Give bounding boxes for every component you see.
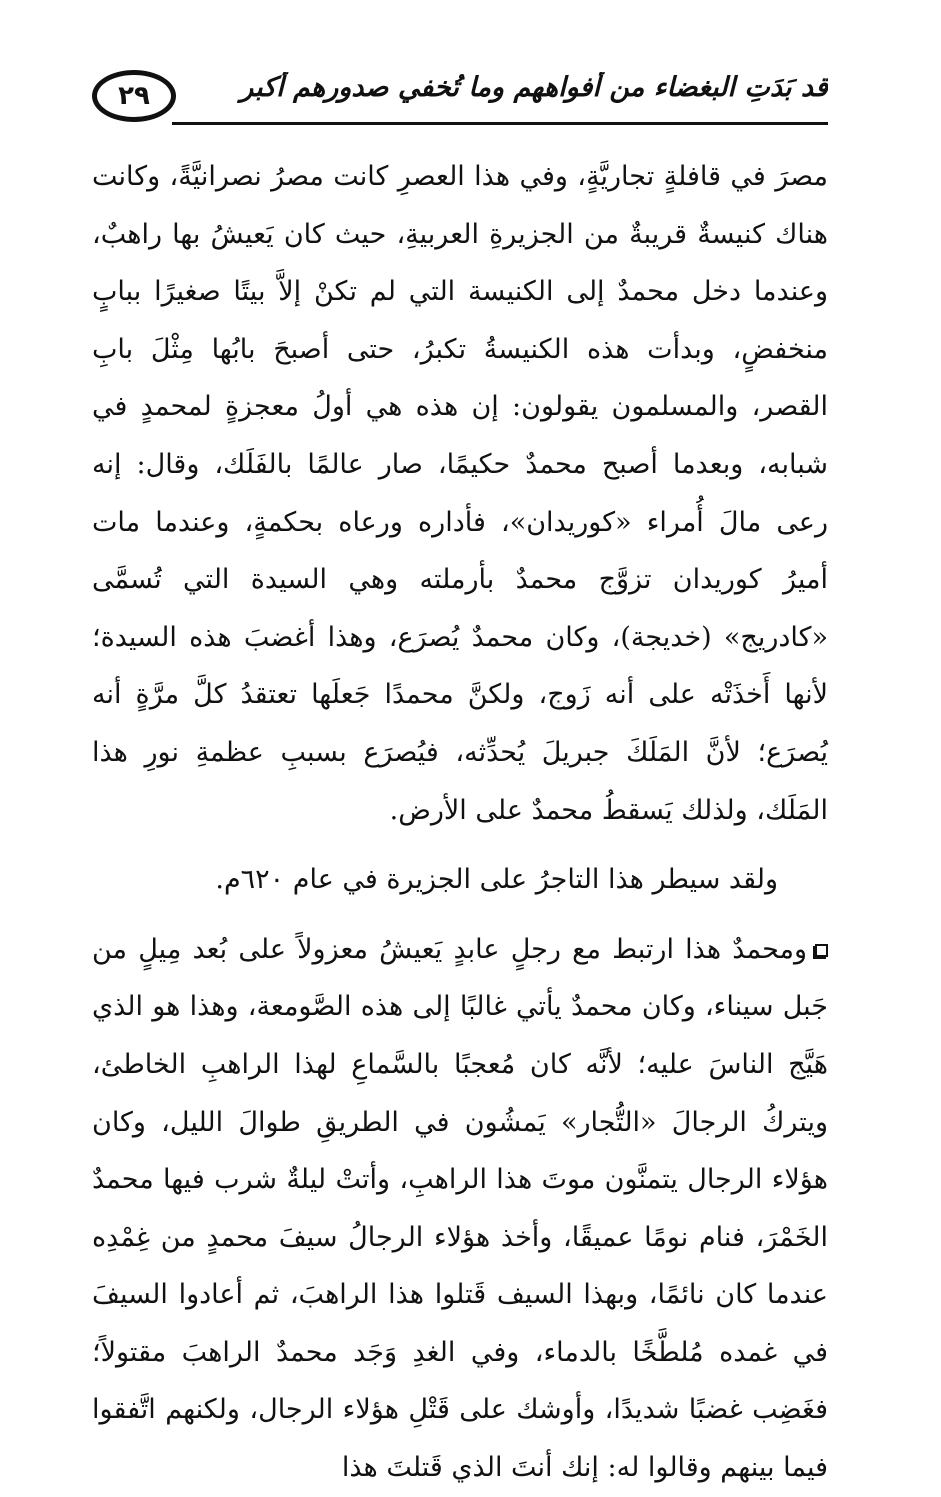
page-header [92,66,828,128]
square-bullet-icon [815,944,828,957]
paragraph-1: مصرَ في قافلةٍ تجاريَّةٍ، وفي هذا العصرِ كانت مصرُ نصرانيَّةً، وكانت هناك كنيسةٌ قريبةٌ من الجزيرةِ العربيةِ، حيث كان يَعيشُ بها راهبٌ، وعندما دخل محمدٌ إلى الكنيسة التي لم تكنْ إلاَّ بيتًا صغيرًا ببابٍ منخفضٍ، وبدأت هذه الكنيسةُ تكبرُ، حتى أصبحَ بابُها مِثْلَ بابِ القصر، والمسلمون يقولون: إن هذه هي أولُ معجزةٍ لمحمدٍ في شبابه، وبعدما أصبح محمدٌ حكيمًا، صار عالمًا بالفَلَك، وقال: إنه رعى مالَ أُمراء «كوريدان»، فأداره ورعاه بحكمةٍ، وعندما مات أميرُ كوريدان تزوَّج محمدٌ بأرملته وهي السيدة التي تُسمَّى «كادريج» (خديجة)، وكان محمدٌ يُصرَع، وهذا أغضبَ هذه السيدة؛ لأنها أَخذَتْه على أنه زَوج، ولكنَّ محمدًا جَعلَها تعتقدُ كلَّ مرَّةٍ أنه يُصرَع؛ لأنَّ المَلَكَ جبريلَ يُحدِّثه، فيُصرَع بسببِ عظمةِ نورِ هذا المَلَك، ولذلك يَسقطُ محمدٌ على الأرض. [92,161,828,826]
paragraph-2: ولقد سيطر هذا التاجرُ على الجزيرة في عام ٦٢٠م. [215,864,778,896]
body-text [92,148,828,1497]
paragraph-3 [92,921,828,1497]
paragraph-3-text: ومحمدٌ هذا ارتبط مع رجلٍ عابدٍ يَعيشُ معزولاً على بُعد مِيلٍ من جَبل سيناء، وكان محمدٌ يأتي غالبًا إلى هذه الصَّومعة، وهذا هو الذي هَيَّج الناسَ عليه؛ لأنَّه كان مُعجبًا بالسَّماعِ لهذا الراهبِ الخاطئ، ويتركُ الرجالَ «التُّجار» يَمشُون في الطريقِ طوالَ الليل، وكان هؤلاء الرجال يتمنَّون موتَ هذا الراهبِ، وأتتْ ليلةٌ شرب فيها محمدٌ الخَمْرَ، فنام نومًا عميقًا، وأخذ هؤلاء الرجالُ سيفَ محمدٍ من غِمْدِه عندما كان نائمًا، وبهذا السيف قَتلوا هذا الراهبَ، ثم أعادوا السيفَ في غمده مُلطَّخًا بالدماء، وفي الغدِ وَجَد محمدٌ الراهبَ مقتولاً؛ فغَضِب غضبًا شديدًا، وأوشك على قَتْلِ هؤلاء الرجال، ولكنهم اتَّفقوا فيما بينهم وقالوا له: إنك أنتَ الذي قَتلتَ هذا [92,933,828,1484]
header-rule [172,122,828,125]
running-title: قد بَدَتِ البغضاء من أفواههم وما تُخفي صدورهم أكبر [240,72,828,103]
page-number: ٢٩ [92,70,176,122]
